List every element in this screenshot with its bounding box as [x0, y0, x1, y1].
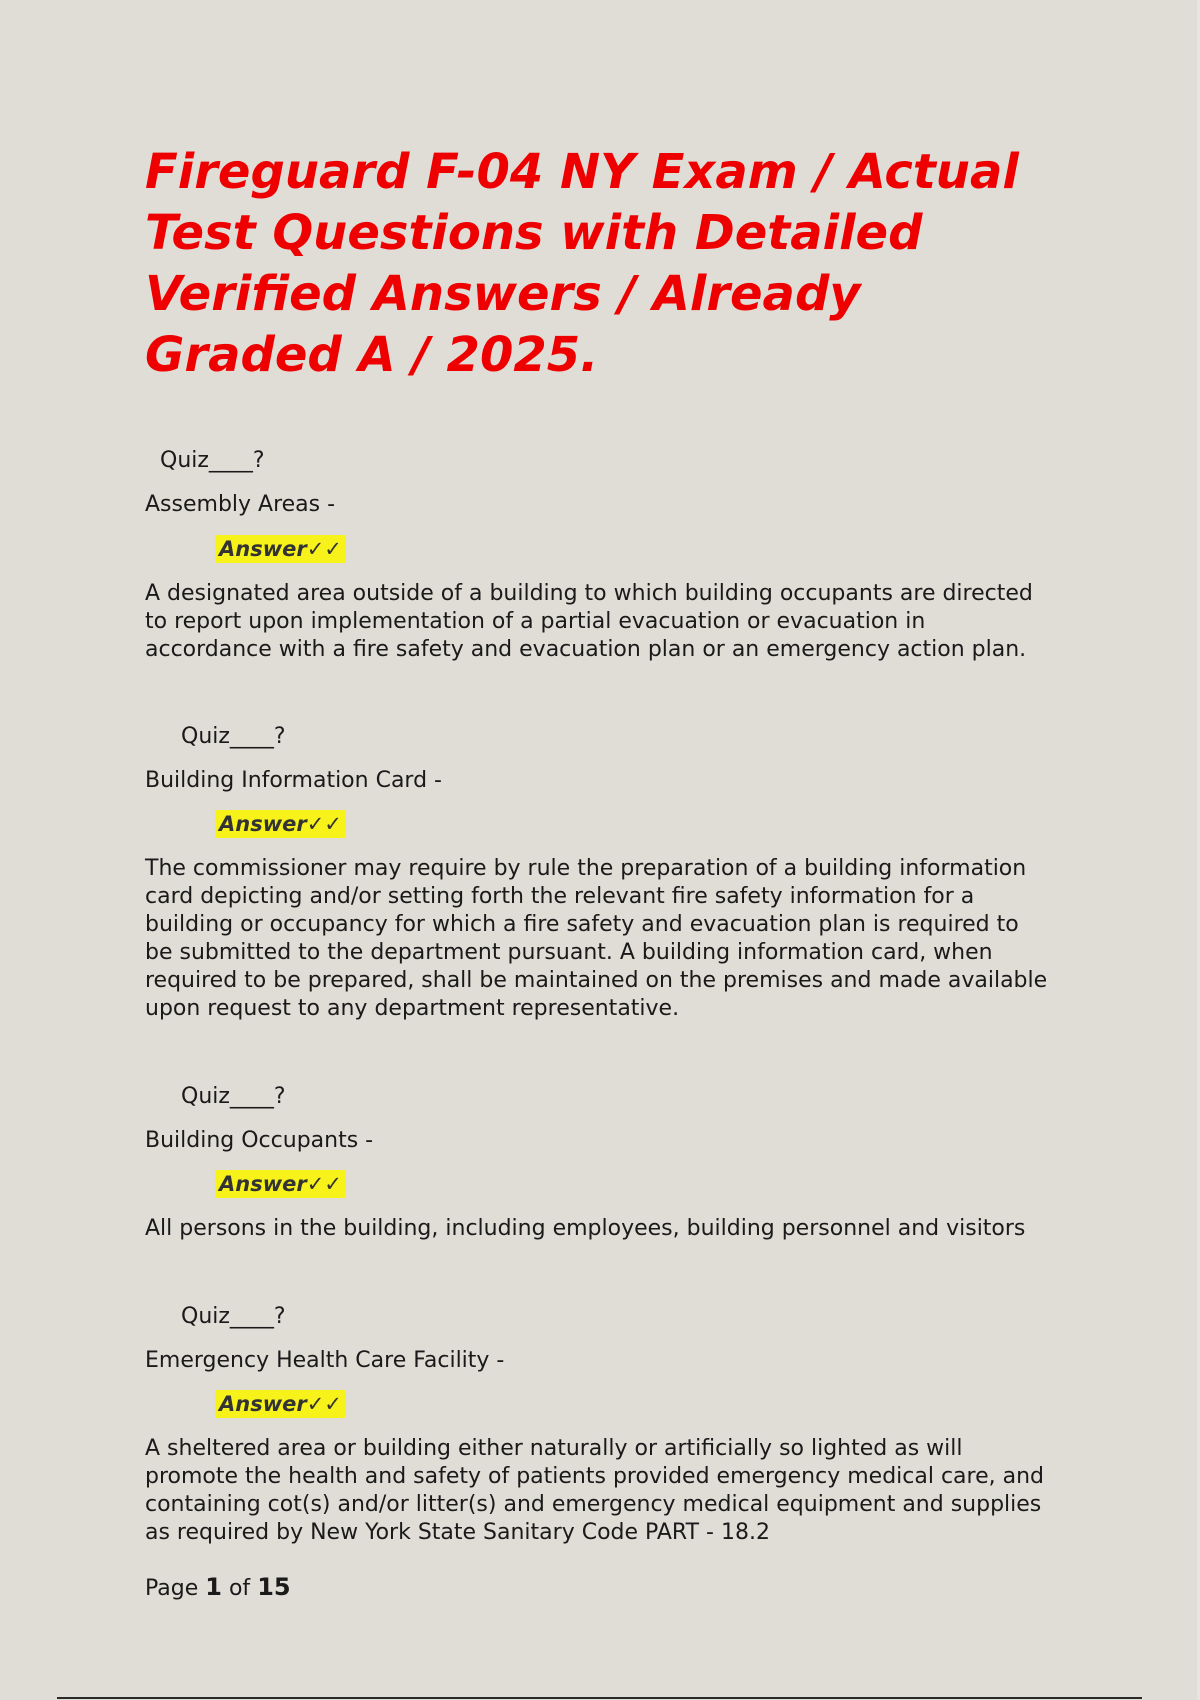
total-pages-number: 15	[257, 1573, 291, 1601]
page-bottom-rule	[57, 1697, 1142, 1699]
answer-badge: Answer✓✓	[215, 535, 346, 563]
current-page-number: 1	[205, 1573, 222, 1601]
answer-badge: Answer✓✓	[215, 1390, 346, 1418]
document-title: Fireguard F-04 NY Exam / Actual Test Questions with Detailed Verified Answers / Already Graded A / 2025.	[145, 144, 1019, 383]
answer-definition: All persons in the building, including employees, building personnel and visitors	[145, 1216, 1026, 1241]
answer-definition: The commissioner may require by rule the preparation of a building information card depicting and/or setting forth the relevant fire safety information for a building or occupancy for which a fire safety and evacuation plan is required to be submitted to the department pursuant. A building information card, when required to be prepared, shall be maintained on the premises and made available upon request to any department representative.	[145, 856, 1048, 1021]
quiz-label: Quiz____?	[181, 1084, 286, 1109]
answer-definition: A sheltered area or building either naturally or artificially so lighted as will promote the health and safety of patients provided emergency medical care, and containing cot(s) and/or litter(s) and emergency medical equipment and supplies as required by New York State Sanitary Code PART - 18.2	[145, 1436, 1045, 1545]
page-indicator	[145, 1572, 291, 1604]
quiz-label: Quiz____?	[181, 1304, 286, 1329]
quiz-label: Quiz____?	[181, 724, 286, 749]
quiz-term: Assembly Areas -	[145, 492, 336, 517]
quiz-term: Emergency Health Care Facility -	[145, 1348, 505, 1373]
of-word: of	[228, 1576, 251, 1601]
quiz-term: Building Information Card -	[145, 768, 442, 793]
page-word: Page	[145, 1576, 199, 1601]
answer-definition: A designated area outside of a building to which building occupants are directed to report upon implementation of a partial evacuation or evacuation in accordance with a fire safety and evacuation plan or an emergency action plan.	[145, 581, 1033, 662]
quiz-term: Building Occupants -	[145, 1128, 374, 1153]
quiz-label: Quiz____?	[160, 448, 265, 473]
answer-badge: Answer✓✓	[215, 810, 346, 838]
answer-badge: Answer✓✓	[215, 1170, 346, 1198]
